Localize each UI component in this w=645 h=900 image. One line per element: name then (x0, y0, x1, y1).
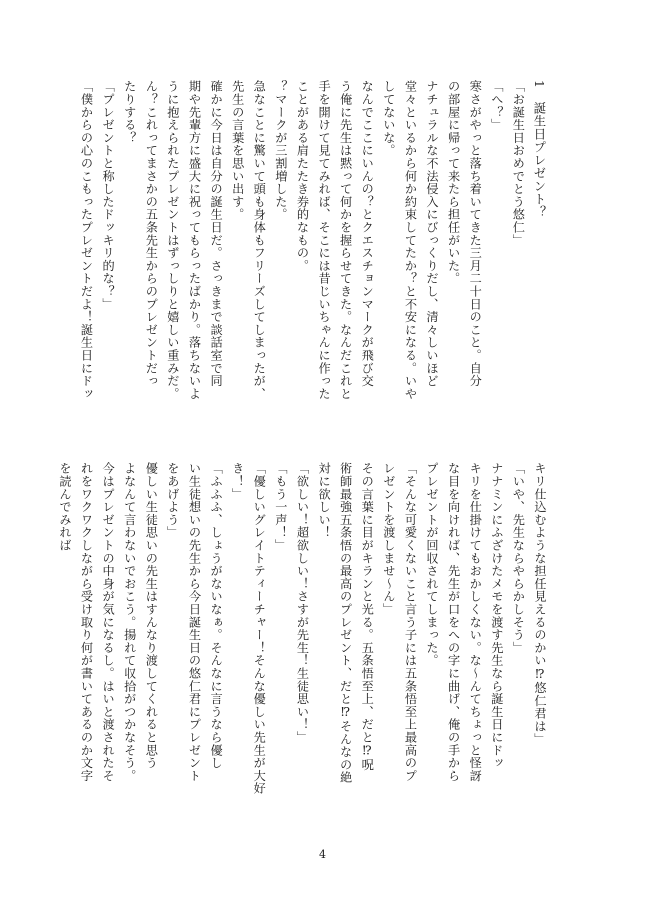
text-line: プレゼントが回収されてしまった。 (425, 462, 440, 667)
text-line: れをワクワクしながら受け取り何が書いてあるのか文字 (79, 462, 94, 782)
upper-text-block (75, 80, 550, 435)
text-line: い生徒想いの先生から今日誕生日の悠仁君にプレゼント (187, 462, 202, 782)
text-line: ナチュラルな不法侵入にびっくりだし、清々しいほど (425, 80, 440, 388)
text-line: 今はプレゼントの中身が気になるし。はいと渡されたそ (101, 462, 116, 782)
text-line: 手を開けて見てみれば、そこには昔じいちゃんに作った (317, 80, 332, 400)
text-line: 「いや、先生ならやらかしそう」 (511, 462, 526, 654)
text-line: き！」 (230, 462, 245, 501)
text-line: 「お誕生日おめでとう悠仁」 (511, 80, 526, 247)
text-line: よなんて言わないでおこう。揚れて収拾がつかなそう。 (122, 462, 137, 782)
text-line: う俺に先生は黙って何かを握らせてきた。なんだこれと (338, 80, 353, 400)
text-line: 対に欲しい！ (317, 462, 332, 539)
text-line: うに抱えられたプレゼントはずっしりと嬉しい重みだ。 (165, 80, 180, 400)
text-line: ことがある肩たたき券的なもの。 (295, 80, 310, 272)
text-line: ナナミンにふざけたメモを渡す先生なら誕生日にドッ (489, 462, 504, 770)
text-line: 「欲しい！超欲しい！さすが先生！生徒思い！」 (295, 462, 310, 744)
text-line: を読んでみれば (57, 462, 72, 552)
text-line: キリ仕込むような担任見えるのかい⁉悠仁君は」 (533, 462, 547, 746)
text-line: ？マークが三割増した。 (273, 80, 288, 221)
text-line: 急なことに驚いて頭も身体もフリーズしてしまったが、 (252, 80, 267, 400)
text-line: 「そんな可愛くないこと言う子には五条悟至上最高のプ (403, 462, 418, 782)
text-line: 「プレゼントと称したドッキリ的な？」 (101, 80, 116, 311)
text-line: キリを仕掛けてもおかしくない。な〜んてちょっと怪訝 (468, 462, 483, 782)
text-line: なんでここにいんの？とクエスチョンマークが飛び交 (360, 80, 375, 388)
text-line: 「僕からの心のこもったプレゼントだよ！誕生日にドッ (79, 80, 94, 400)
text-line: 先生の言葉を思い出す。 (230, 80, 245, 221)
text-line: 寒さがやっと落ち着いてきた三月二十日のこと。自分 (468, 80, 483, 388)
text-line: 術師最強五条悟の最高のプレゼント、だと⁉そんなの絶 (338, 462, 353, 784)
text-line: 「へ？」 (489, 80, 504, 132)
text-line: 「優しいグレイトティーチャー！そんな優しい先生が大好 (252, 462, 267, 795)
text-line: 「ふふふ、しょうがないなぁ。そんなに言うなら優し (209, 462, 224, 770)
text-line: 確かに今日は自分の誕生日だ。さっきまで談話室で同 (209, 80, 224, 388)
text-line: の部屋に帰って来たら担任がいた。 (446, 80, 461, 285)
text-line: 期や先輩方に盛大に祝ってもらったばかり。落ちないよ (187, 80, 202, 400)
chapter-heading: 1 誕生日プレゼント？ (532, 80, 547, 219)
text-line: な目を向ければ、先生が口をへの字に曲げ、俺の手から (446, 462, 461, 782)
text-line: をあげよう」 (165, 462, 180, 539)
text-line: レゼントを渡しませ〜ん」 (381, 462, 396, 616)
text-line: その言葉に目がキランと光る。五条悟至上、だと⁉呪 (360, 462, 375, 771)
text-line: してないな。 (381, 80, 396, 157)
text-line: 堂々といるから何か約束してたか？と不安になる。いや (403, 80, 418, 400)
text-line: たりする？ (122, 80, 137, 144)
page-number: 4 (319, 848, 326, 861)
text-line: ん？これってまさかの五条先生からのプレゼントだっ (144, 80, 159, 388)
text-line: 優しい生徒思いの先生はすんなり渡してくれると思う (144, 462, 159, 770)
text-line: 「もう一声！」 (273, 462, 288, 552)
lower-text-block (53, 462, 550, 827)
